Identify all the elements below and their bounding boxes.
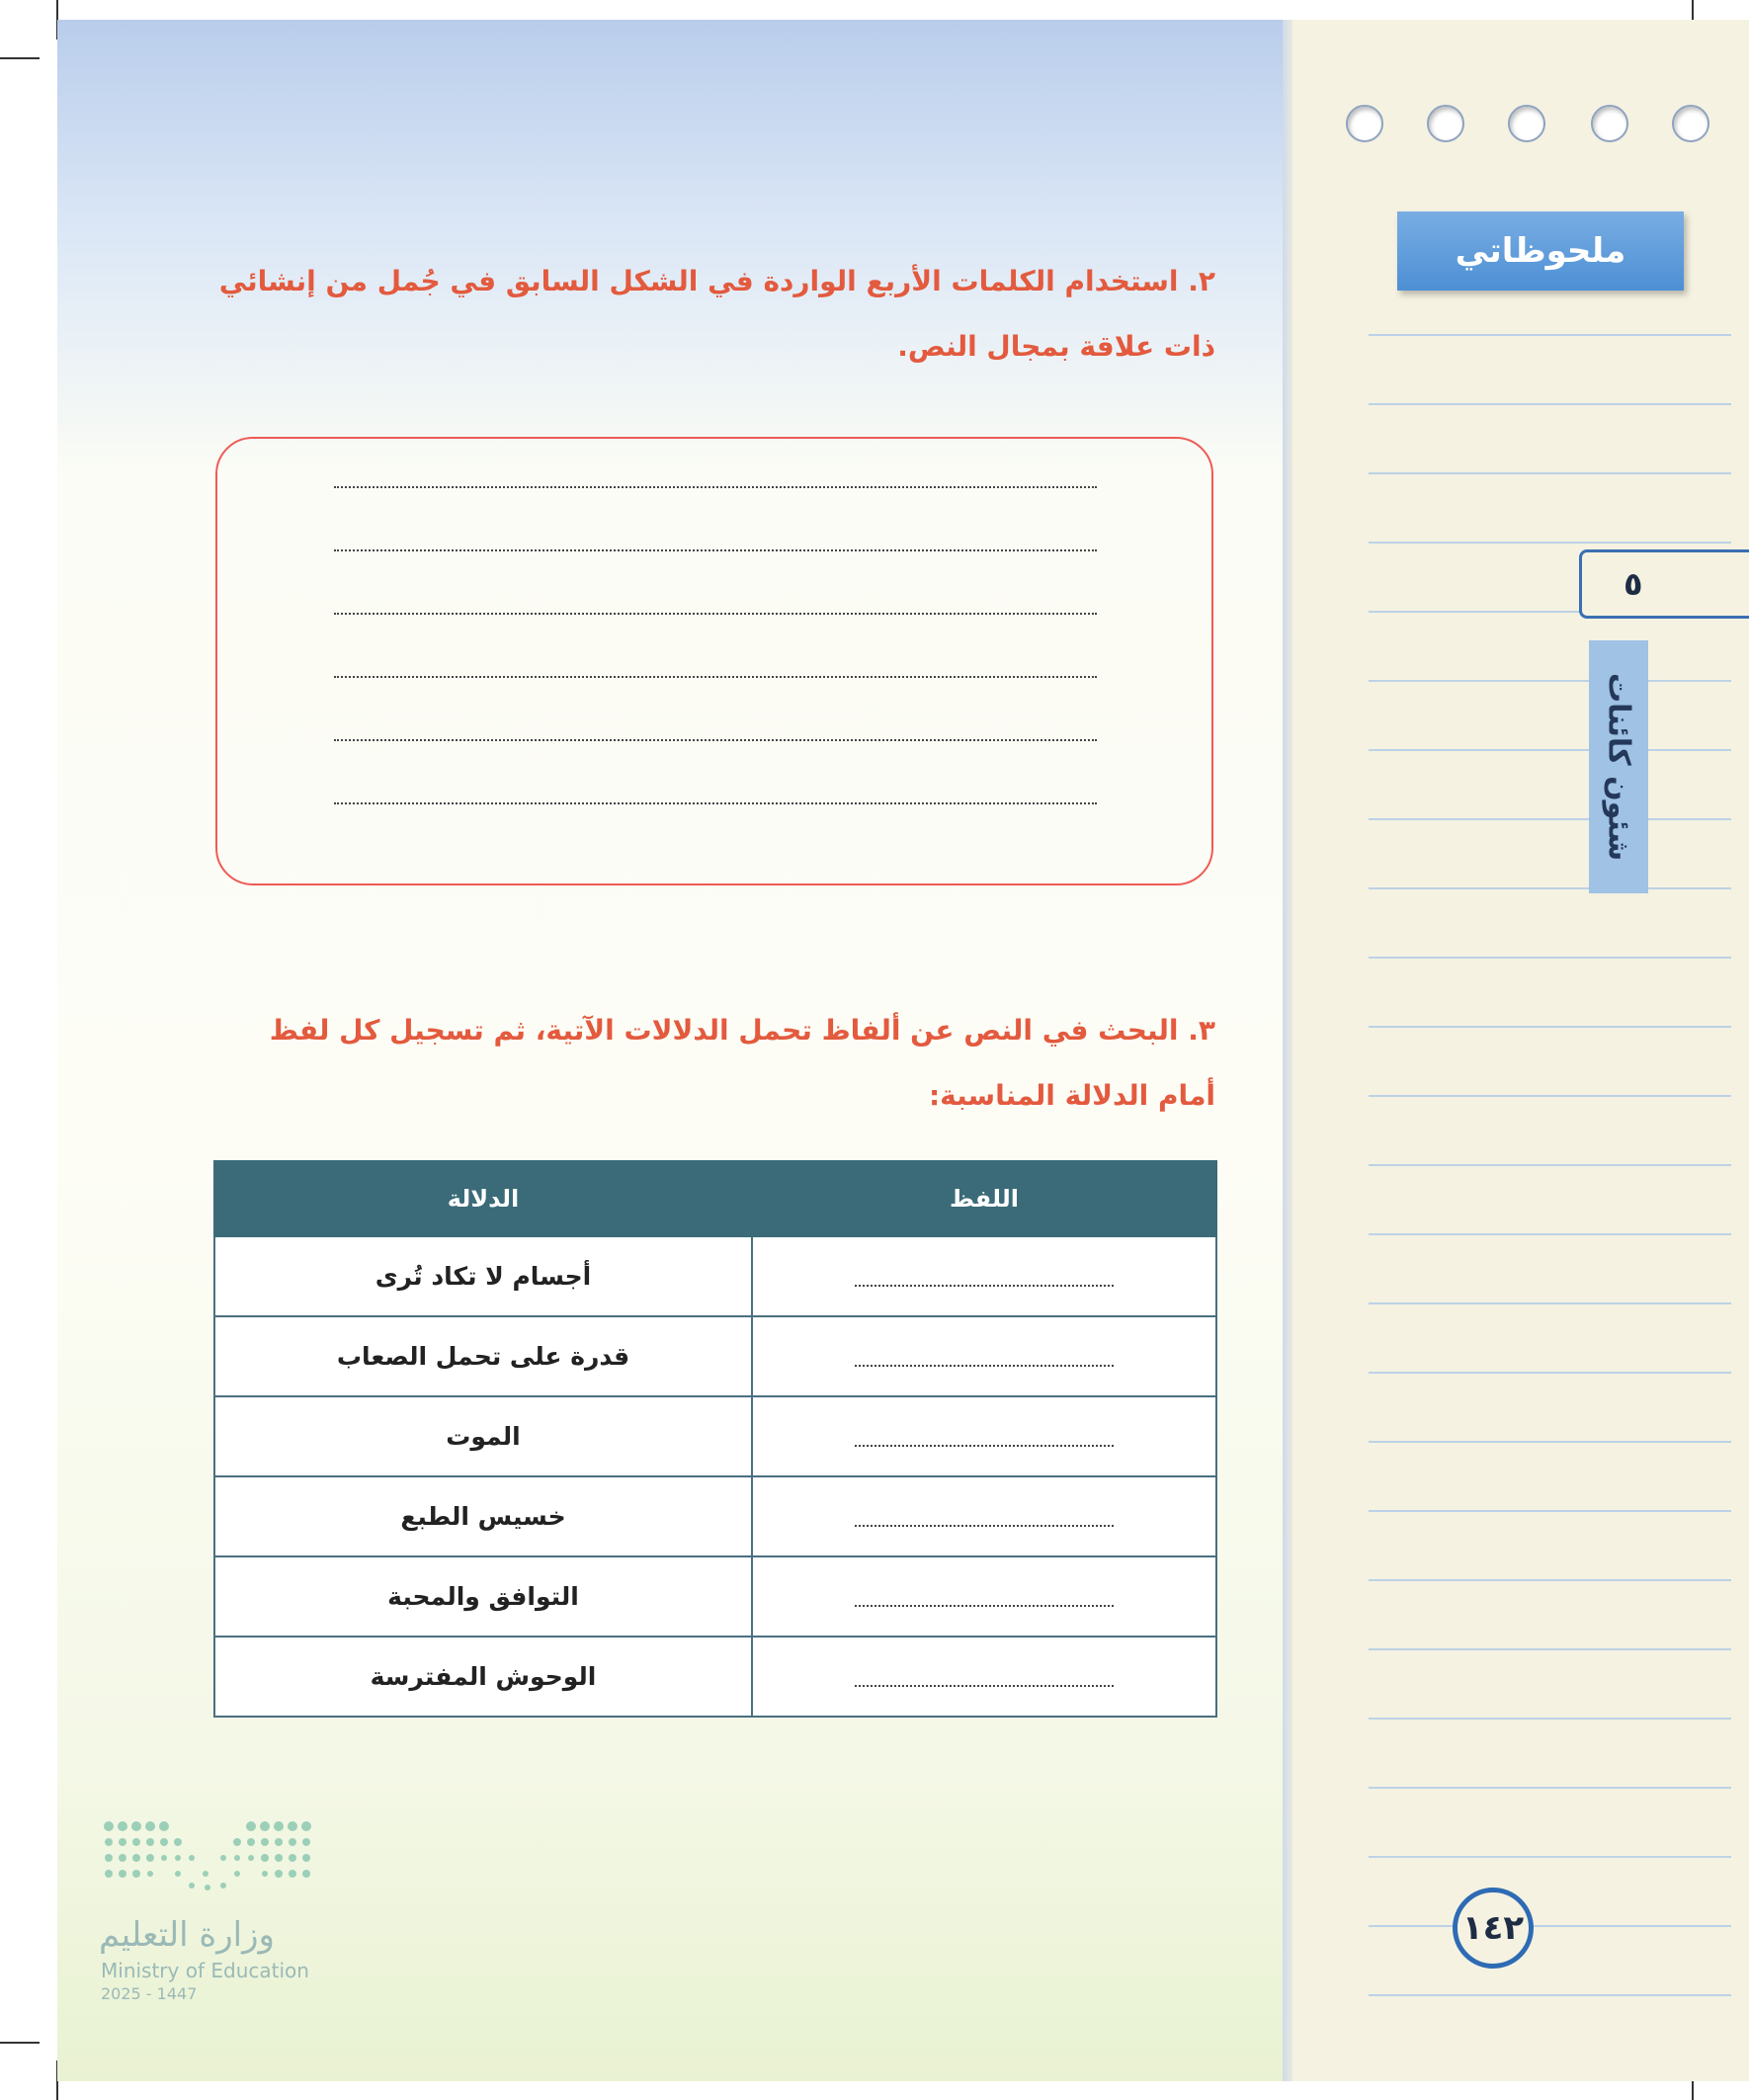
binder-hole	[1591, 105, 1628, 142]
page-number	[1453, 1888, 1534, 1969]
answer-line[interactable]	[334, 739, 1097, 741]
notes-line	[1369, 1925, 1731, 1927]
answer-dots	[855, 1685, 1114, 1687]
notes-line	[1369, 1718, 1731, 1720]
crop-mark	[0, 57, 40, 59]
word-answer-cell[interactable]	[752, 1556, 1216, 1637]
notes-line	[1369, 1164, 1731, 1166]
unit-title-ribbon	[1589, 640, 1648, 893]
ministry-year: 2025 - 1447	[101, 1984, 198, 2003]
word-answer-cell[interactable]	[752, 1637, 1216, 1717]
unit-number-box	[1579, 549, 1749, 619]
binder-hole	[1427, 105, 1464, 142]
word-answer-cell[interactable]	[752, 1396, 1216, 1476]
notes-line	[1369, 1787, 1731, 1789]
crop-mark	[0, 2042, 40, 2044]
notes-spine	[1283, 20, 1292, 2081]
answer-dots	[855, 1365, 1114, 1367]
meaning-cell: الوحوش المفترسة	[214, 1637, 752, 1717]
answer-dots	[855, 1605, 1114, 1607]
table-row	[214, 1236, 1216, 1316]
notes-line	[1369, 1579, 1731, 1581]
table-row	[214, 1316, 1216, 1396]
answer-line[interactable]	[334, 802, 1097, 804]
notes-line	[1369, 1372, 1731, 1374]
word-answer-cell[interactable]	[752, 1236, 1216, 1316]
answer-line[interactable]	[334, 486, 1097, 488]
answer-line[interactable]	[334, 613, 1097, 615]
notes-line	[1369, 334, 1731, 336]
notes-line	[1369, 542, 1731, 544]
notes-line	[1369, 957, 1731, 959]
table-row	[214, 1637, 1216, 1717]
notes-line	[1369, 1510, 1731, 1512]
notes-title: ملحوظاتي	[1455, 231, 1626, 271]
question-2-line-2: ذات علاقة بمجال النص.	[897, 330, 1215, 363]
notes-line	[1369, 1095, 1731, 1097]
answer-line[interactable]	[334, 549, 1097, 551]
table-header-row	[214, 1161, 1216, 1236]
table-row	[214, 1476, 1216, 1556]
notes-line	[1369, 749, 1731, 751]
notes-title-tab	[1397, 211, 1684, 291]
question-2	[208, 249, 1215, 379]
question-2-line-1: ٢. استخدام الكلمات الأربع الواردة في الشكل السابق في جُمل من إنشائي	[218, 265, 1215, 297]
unit-title: شئون كائنات	[1601, 672, 1636, 862]
answer-box[interactable]	[215, 437, 1213, 885]
table-row	[214, 1396, 1216, 1476]
meaning-cell: التوافق والمحبة	[214, 1556, 752, 1637]
answer-line[interactable]	[334, 676, 1097, 678]
meaning-cell: قدرة على تحمل الصعاب	[214, 1316, 752, 1396]
header-meaning: الدلالة	[214, 1161, 752, 1236]
notes-line	[1369, 1233, 1731, 1235]
meaning-cell: أجسام لا تكاد تُرى	[214, 1236, 752, 1316]
notes-line	[1369, 680, 1731, 682]
word-answer-cell[interactable]	[752, 1476, 1216, 1556]
word-answer-cell[interactable]	[752, 1316, 1216, 1396]
binder-hole	[1346, 105, 1383, 142]
notes-line	[1369, 1856, 1731, 1858]
table-row	[214, 1556, 1216, 1637]
ministry-logo-icon	[103, 1820, 312, 1891]
answer-dots	[855, 1285, 1114, 1287]
meaning-cell: خسيس الطبع	[214, 1476, 752, 1556]
notes-line	[1369, 1026, 1731, 1028]
notes-line	[1369, 887, 1731, 889]
notes-line	[1369, 1994, 1731, 1996]
notes-line	[1369, 403, 1731, 405]
question-3	[208, 998, 1215, 1129]
page-number-text: ١٤٢	[1461, 1908, 1525, 1948]
meaning-cell: الموت	[214, 1396, 752, 1476]
ministry-name-english: Ministry of Education	[101, 1959, 309, 1982]
notes-line	[1369, 1441, 1731, 1443]
notes-line	[1369, 1648, 1731, 1650]
answer-dots	[855, 1445, 1114, 1447]
words-table	[213, 1160, 1217, 1718]
answer-dots	[855, 1525, 1114, 1527]
notes-line	[1369, 1302, 1731, 1304]
unit-number: ٥	[1624, 565, 1643, 603]
notes-line	[1369, 818, 1731, 820]
question-3-line-1: ٣. البحث في النص عن ألفاظ تحمل الدلالات الآتية، ثم تسجيل كل لفظ	[269, 1014, 1215, 1047]
header-word: اللفظ	[752, 1161, 1216, 1236]
binder-hole	[1672, 105, 1709, 142]
notes-line	[1369, 472, 1731, 474]
notes-panel	[1289, 20, 1749, 2081]
binder-hole	[1508, 105, 1545, 142]
ministry-name-arabic: وزارة التعليم	[99, 1915, 275, 1955]
question-3-line-2: أمام الدلالة المناسبة:	[928, 1079, 1215, 1112]
